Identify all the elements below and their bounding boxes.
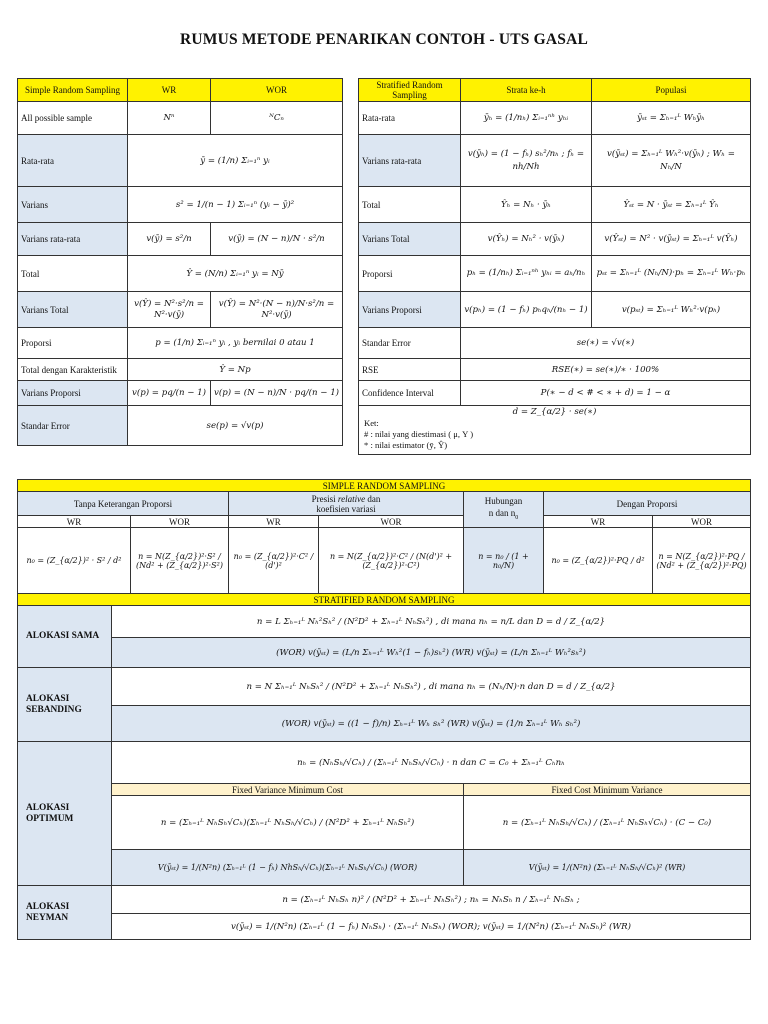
strat-row-label: Varians rata-rata <box>359 135 461 187</box>
group-presisi-italic: relative <box>337 493 366 504</box>
srs-row-label: All possible sample <box>18 102 128 135</box>
srs-formula: ȳ = (1/n) Σᵢ₌₁ⁿ yᵢ <box>128 135 343 187</box>
srs-formula: s² = 1/(n − 1) Σᵢ₌₁ⁿ (yᵢ − ȳ)² <box>128 187 343 223</box>
alokasi-optimum-nh-formula: nₕ = (NₕSₕ/√Cₕ) / (Σₕ₌₁ᴸ NₕSₕ/√Cₕ) · n dan C = C₀ + Σₕ₌₁ᴸ Cₕnₕ <box>112 742 751 784</box>
fixed-variance-formula: n = (Σₕ₌₁ᴸ NₕSₕ√Cₕ)(Σₕ₌₁ᴸ NₕSₕ/√Cₕ) / (N²D² + Σₕ₌₁ᴸ NₕSₕ²) <box>112 796 464 850</box>
subheader-wr: WR <box>229 516 319 528</box>
strat-pop-formula: v(pₛₜ) = Σₕ₌₁ᴸ Wₕ²·v(pₕ) <box>592 292 751 328</box>
ket-title: Ket: <box>364 418 379 428</box>
srs-row-label: Total <box>18 256 128 292</box>
srs-header-method: Simple Random Sampling <box>18 79 128 102</box>
srs-row-label: Total dengan Karakteristik <box>18 359 128 381</box>
strat-row-label: Rata-rata <box>359 102 461 135</box>
srs-header-wor: WOR <box>211 79 343 102</box>
alokasi-sebanding-label: ALOKASI SEBANDING <box>18 668 112 742</box>
fixed-variance-header: Fixed Variance Minimum Cost <box>112 784 464 796</box>
strat-header-strata: Strata ke-h <box>461 79 592 102</box>
group-dengan-proporsi: Dengan Proporsi <box>544 492 751 516</box>
strat-row-label: RSE <box>359 359 461 381</box>
fixed-cost-formula: n = (Σₕ₌₁ᴸ NₕSₕ/√Cₕ) / (Σₕ₌₁ᴸ NₕSₕ√Cₕ) · (C − C₀) <box>464 796 751 850</box>
srs-formula: Ŷ = (N/n) Σᵢ₌₁ⁿ yᵢ = Nȳ <box>128 256 343 292</box>
ss-formula-tanpa-wr: n₀ = (Z_{α/2})² · S² / d² <box>18 528 131 594</box>
strat-formula-table <box>358 78 751 455</box>
strat-strata-formula: v(ȳₕ) = (1 − fₕ) sₕ²/nₕ ; fₕ = nh/Nh <box>461 135 592 187</box>
group-presisi-label-part: koefisien variasi <box>316 503 376 514</box>
sample-size-table <box>17 479 751 940</box>
srs-wr-formula: v(ȳ) = s²/n <box>128 223 211 256</box>
ss-formula-presisi-wor: n = N(Z_{α/2})²·C² / (N(d')² + (Z_{α/2})²·C²) <box>319 528 464 594</box>
group-hubungan-line: Hubungan <box>484 496 523 507</box>
srs-wr-formula: v(p) = pq/(n − 1) <box>128 381 211 406</box>
strat-row-label: Varians Total <box>359 223 461 256</box>
srs-wor-formula: ᴺCₙ <box>211 102 343 135</box>
srs-row-label: Varians rata-rata <box>18 223 128 256</box>
srs-formula-table <box>17 78 343 446</box>
strat-pop-formula: ȳₛₜ = Σₕ₌₁ᴸ Wₕȳₕ <box>592 102 751 135</box>
srs-wor-formula: v(ȳ) = (N − n)/N · s²/n <box>211 223 343 256</box>
alokasi-neyman-label: ALOKASI NEYMAN <box>18 886 112 940</box>
alokasi-neyman-var-formula: v(ȳₛₜ) = 1/(N²n) (Σₕ₌₁ᴸ (1 − fₕ) NₕSₕ) · (Σₕ₌₁ᴸ NₕSₕ) (WOR); v(ȳₛₜ) = 1/(N²n) (Σₕ₌₁ᴸ NₕSₕ)² (WR) <box>112 914 751 940</box>
alokasi-optimum-label: ALOKASI OPTIMUM <box>18 742 112 886</box>
strat-pop-formula: Ŷₛₜ = N · ȳₛₜ = Σₕ₌₁ᴸ Ŷₕ <box>592 187 751 223</box>
strat-pop-formula: pₛₜ = Σₕ₌₁ᴸ (Nₕ/N)·pₕ = Σₕ₌₁ᴸ Wₕ·pₕ <box>592 256 751 292</box>
srs-wor-formula: v(p) = (N − n)/N · pq/(n − 1) <box>211 381 343 406</box>
alokasi-sama-label: ALOKASI SAMA <box>18 606 112 668</box>
srs-wr-formula: v(Ŷ) = N²·s²/n = N²·v(ȳ) <box>128 292 211 328</box>
optimum-var-wr-formula: V(ȳₛₜ) = 1/(N²n) (Σₕ₌₁ᴸ NₕSₕ/√Cₕ)² (WR) <box>464 850 751 886</box>
strs-section-title: STRATIFIED RANDOM SAMPLING <box>18 594 751 606</box>
strat-strata-formula: v(Ŷₕ) = Nₕ² · v(ȳₕ) <box>461 223 592 256</box>
srs-wr-formula: Nⁿ <box>128 102 211 135</box>
document-title: RUMUS METODE PENARIKAN CONTOH - UTS GASAL <box>179 31 589 48</box>
srs-section-title: SIMPLE RANDOM SAMPLING <box>18 480 751 492</box>
srs-formula: se(p) = √v(p) <box>128 406 343 446</box>
strat-header-populasi: Populasi <box>592 79 751 102</box>
srs-header-wr: WR <box>128 79 211 102</box>
srs-row-label: Varians Total <box>18 292 128 328</box>
group-presisi-label-part: Presisi <box>311 493 338 504</box>
strat-strata-formula: v(pₕ) = (1 − fₕ) pₕqₕ/(nₕ − 1) <box>461 292 592 328</box>
ket-line-2: * : nilai estimator (ȳ, Ŷ) <box>364 440 448 450</box>
ss-formula-presisi-wr: n₀ = (Z_{α/2})²·C² / (d')² <box>229 528 319 594</box>
fixed-cost-header: Fixed Cost Minimum Variance <box>464 784 751 796</box>
strat-pop-formula: v(Ŷₛₜ) = N² · v(ȳₛₜ) = Σₕ₌₁ᴸ v(Ŷₕ) <box>592 223 751 256</box>
alokasi-sebanding-var-formula: (WOR) v(ȳₛₜ) = ((1 − f)/n) Σₕ₌₁ᴸ Wₕ sₕ² (WR) v(ȳₛₜ) = (1/n Σₕ₌₁ᴸ Wₕ sₕ²) <box>112 706 751 742</box>
srs-row-label: Proporsi <box>18 328 128 359</box>
ket-line-1: # : nilai yang diestimasi ( μ, Y ) <box>364 429 474 439</box>
ss-formula-hubungan: n = n₀ / (1 + n₀/N) <box>464 528 544 594</box>
group-tanpa-proporsi: Tanpa Keterangan Proporsi <box>18 492 229 516</box>
srs-formula: p = (1/n) Σᵢ₌₁ⁿ yᵢ , yᵢ bernilai 0 atau 1 <box>128 328 343 359</box>
strat-strata-formula: ȳₕ = (1/nₕ) Σᵢ₌₁ⁿʰ yₕᵢ <box>461 102 592 135</box>
group-presisi-label-part: dan <box>365 493 381 504</box>
srs-row-label: Varians Proporsi <box>18 381 128 406</box>
strat-row-label: Varians Proporsi <box>359 292 461 328</box>
alokasi-sama-var-formula: (WOR) v(ȳₛₜ) = (L/n Σₕ₌₁ᴸ Wₕ²(1 − fₕ)sₕ²) (WR) v(ȳₛₜ) = (L/n Σₕ₌₁ᴸ Wₕ²sₕ²) <box>112 638 751 668</box>
strat-strata-formula: Ŷₕ = Nₕ · ȳₕ <box>461 187 592 223</box>
strat-strata-formula: pₕ = (1/nₕ) Σᵢ₌₁ⁿʰ yₕᵢ = aₕ/nₕ <box>461 256 592 292</box>
optimum-var-wor-formula: V(ȳₛₜ) = 1/(N²n) (Σₕ₌₁ᴸ (1 − fₕ) NhSₕ/√Cₕ)(Σₕ₌₁ᴸ NₕSₕ/√Cₕ) (WOR) <box>112 850 464 886</box>
strat-row-label: Proporsi <box>359 256 461 292</box>
ket-box <box>359 406 751 455</box>
group-hubungan-line: n dan n <box>488 508 516 519</box>
strat-formula: se(∗) = √v(∗) <box>461 328 751 359</box>
srs-row-label: Varians <box>18 187 128 223</box>
ss-formula-tanpa-wor: n = N(Z_{α/2})²·S² / (Nd² + (Z_{α/2})²·S²) <box>131 528 229 594</box>
subheader-wor: WOR <box>653 516 751 528</box>
srs-row-label: Rata-rata <box>18 135 128 187</box>
srs-wor-formula: v(Ŷ) = N²·(N − n)/N·s²/n = N²·v(ȳ) <box>211 292 343 328</box>
alokasi-sebanding-n-formula: n = N Σₕ₌₁ᴸ NₕSₕ² / (N²D² + Σₕ₌₁ᴸ NₕSₕ²) , di mana nₕ = (Nₕ/N)·n dan D = d / Z_{α/2} <box>112 668 751 706</box>
subheader-wr: WR <box>544 516 653 528</box>
strat-row-label: Total <box>359 187 461 223</box>
subheader-wr: WR <box>18 516 131 528</box>
srs-row-label: Standar Error <box>18 406 128 446</box>
strat-formula: RSE(∗) = se(∗)/∗ · 100% <box>461 359 751 381</box>
subheader-wor: WOR <box>319 516 464 528</box>
strat-formula: P(∗ − d < # < ∗ + d) = 1 − α <box>461 381 751 406</box>
alokasi-neyman-n-formula: n = (Σₕ₌₁ᴸ NₕSₕ n)² / (N²D² + Σₕ₌₁ᴸ NₕSₕ²) ; nₕ = NₕSₕ n / Σₕ₌₁ᴸ NₕSₕ ; <box>112 886 751 914</box>
d-formula: d = Z_{α/2} · se(∗) <box>512 407 597 417</box>
alokasi-sama-n-formula: n = L Σₕ₌₁ᴸ Nₕ²Sₕ² / (N²D² + Σₕ₌₁ᴸ NₕSₕ²) , di mana nₕ = n/L dan D = d / Z_{α/2} <box>112 606 751 638</box>
strat-pop-formula: v(ȳₛₜ) = Σₕ₌₁ᴸ Wₕ²·v(ȳₕ) ; Wₕ = Nₕ/N <box>592 135 751 187</box>
ss-formula-proporsi-wr: n₀ = (Z_{α/2})²·PQ / d² <box>544 528 653 594</box>
strat-row-label: Standar Error <box>359 328 461 359</box>
subheader-wor: WOR <box>131 516 229 528</box>
group-hubungan-sub: 0 <box>515 514 519 521</box>
srs-formula: Ŷ = Np <box>128 359 343 381</box>
group-presisi <box>229 492 464 516</box>
group-hubungan <box>464 492 544 528</box>
strat-row-label: Confidence Interval <box>359 381 461 406</box>
ss-formula-proporsi-wor: n = N(Z_{α/2})²·PQ / (Nd² + (Z_{α/2})²·PQ) <box>653 528 751 594</box>
strat-header-method: Stratified Random Sampling <box>359 79 461 102</box>
